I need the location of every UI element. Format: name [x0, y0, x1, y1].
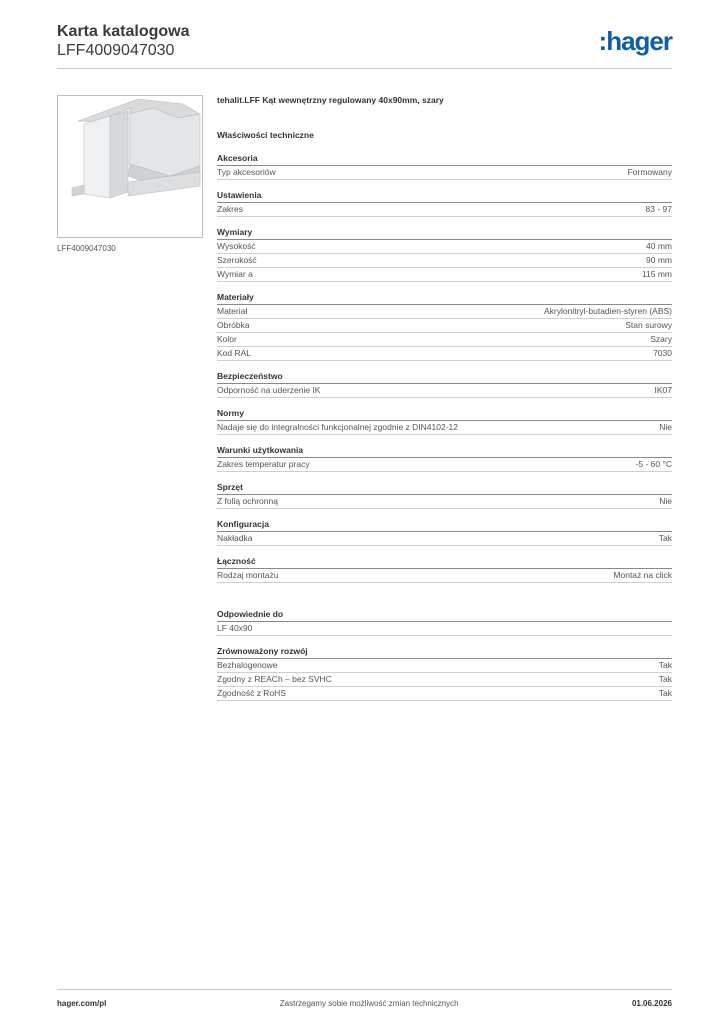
section-title: Łączność — [217, 555, 672, 569]
angle-piece-illustration — [58, 96, 202, 237]
row-label: Typ akcesoriów — [217, 167, 276, 177]
section-title: Warunki użytkowania — [217, 444, 672, 458]
section-operating-conditions — [217, 444, 672, 472]
row-value: 7030 — [653, 348, 672, 358]
row-label: LF 40x90 — [217, 623, 253, 633]
section-title: Odpowiednie do — [217, 608, 672, 622]
section-configuration — [217, 518, 672, 546]
row-label: Szerokość — [217, 255, 257, 265]
section-title: Materiały — [217, 291, 672, 305]
row-value: IK07 — [654, 385, 672, 395]
row-label: Nadaje się do integralności funkcjonalnej zgodnie z DIN4102-12 — [217, 422, 458, 432]
row-label: Z folią ochronną — [217, 496, 278, 506]
section-accessories — [217, 152, 672, 180]
spec-row — [217, 673, 672, 687]
spec-row — [217, 254, 672, 268]
spec-row — [217, 421, 672, 435]
spec-row — [217, 240, 672, 254]
row-label: Zakres — [217, 204, 243, 214]
section-sustainability — [217, 645, 672, 701]
spec-row — [217, 384, 672, 398]
row-value: Formowany — [627, 167, 672, 177]
product-title: tehalit.LFF Kąt wewnętrzny regulowany 40x90mm, szary — [217, 95, 444, 105]
spec-row — [217, 687, 672, 701]
section-connectivity — [217, 555, 672, 583]
footer-notice: Zastrzegamy sobie możliwość zmian technicznych — [279, 999, 459, 1008]
page-footer — [57, 989, 672, 1008]
section-title: Konfiguracja — [217, 518, 672, 532]
row-value: Montaż na click — [613, 570, 672, 580]
hager-logo: :hager — [598, 26, 672, 56]
row-label: Materiał — [217, 306, 248, 316]
doc-title: Karta katalogowa — [57, 23, 190, 40]
spec-row — [217, 166, 672, 180]
row-value: 83 - 97 — [645, 204, 672, 214]
row-value: Tak — [658, 674, 672, 684]
section-safety — [217, 370, 672, 398]
row-label: Bezhalogenowe — [217, 660, 278, 670]
row-label: Kolor — [217, 334, 237, 344]
spec-row — [217, 319, 672, 333]
section-title: Sprzęt — [217, 481, 672, 495]
spec-content — [217, 95, 672, 710]
spec-row — [217, 347, 672, 361]
spec-row — [217, 622, 672, 636]
section-title: Wymiary — [217, 226, 672, 240]
section-title: Normy — [217, 407, 672, 421]
row-value: -5 - 60 °C — [635, 459, 672, 469]
row-label: Odporność na uderzenie IK — [217, 385, 321, 395]
row-value: Tak — [658, 688, 672, 698]
spec-row — [217, 305, 672, 319]
row-label: Zgodny z REACh – bez SVHC — [217, 674, 332, 684]
spec-row — [217, 333, 672, 347]
spec-row — [217, 495, 672, 509]
row-value: Szary — [650, 334, 672, 344]
section-title: Ustawienia — [217, 189, 672, 203]
footer-website: hager.com/pl — [57, 999, 107, 1008]
doc-code: LFF4009047030 — [57, 42, 175, 59]
section-settings — [217, 189, 672, 217]
section-title: Zrównoważony rozwój — [217, 645, 672, 659]
row-label: Obróbka — [217, 320, 250, 330]
row-value: Tak — [658, 660, 672, 670]
spec-row — [217, 569, 672, 583]
section-materials — [217, 291, 672, 361]
row-value: Stan surowy — [625, 320, 672, 330]
row-value: Akrylonitryl-butadien-styren (ABS) — [543, 306, 672, 316]
spec-row — [217, 458, 672, 472]
row-label: Wysokość — [217, 241, 256, 251]
row-value: 90 mm — [646, 255, 672, 265]
row-value: 40 mm — [646, 241, 672, 251]
section-dimensions — [217, 226, 672, 282]
spec-row — [217, 532, 672, 546]
product-image — [57, 95, 203, 238]
section-title: Akcesoria — [217, 152, 672, 166]
section-title: Bezpieczeństwo — [217, 370, 672, 384]
footer-date: 01.06.2026 — [631, 999, 672, 1008]
image-caption: LFF4009047030 — [57, 244, 116, 253]
page-header — [57, 22, 672, 69]
row-label: Rodzaj montażu — [217, 570, 279, 580]
row-value: 115 mm — [641, 269, 672, 279]
row-label: Wymiar a — [217, 269, 253, 279]
section-standards — [217, 407, 672, 435]
row-label: Nakładka — [217, 533, 253, 543]
row-label: Zakres temperatur pracy — [217, 459, 310, 469]
row-label: Kod RAL — [217, 348, 252, 358]
section-suitable-for — [217, 608, 672, 636]
section-equipment — [217, 481, 672, 509]
row-value: Tak — [658, 533, 672, 543]
row-label: Zgodność z RoHS — [217, 688, 286, 698]
row-value: Nie — [659, 422, 672, 432]
spec-row — [217, 659, 672, 673]
spec-row — [217, 203, 672, 217]
spec-row — [217, 268, 672, 282]
tech-properties-heading: Właściwości techniczne — [217, 130, 314, 140]
row-value: Nie — [659, 496, 672, 506]
